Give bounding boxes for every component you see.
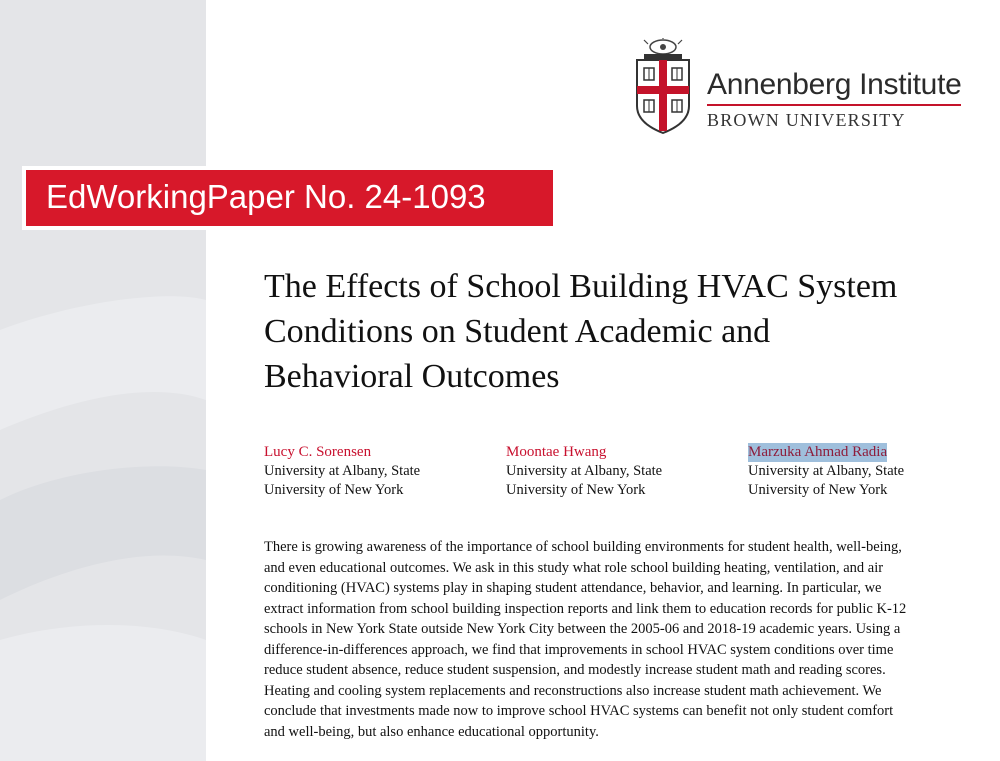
paper-title (264, 264, 964, 399)
title-line: Conditions on Student Academic and (264, 313, 771, 350)
working-paper-banner (26, 170, 553, 226)
abstract-line: Heating and cooling system replacements and reconstructions also increase student math achievement. We (264, 682, 882, 699)
abstract-line: conditioning (HVAC) systems play in shaping student attendance, behavior, and learning. In particular, we (264, 580, 882, 596)
left-decorative-band (0, 0, 206, 761)
logo-divider (707, 104, 961, 106)
author-affiliation: University of New York (506, 482, 646, 498)
abstract-line: and well-being, but also enhance educational opportunity. (264, 723, 599, 740)
brown-shield-icon (634, 38, 692, 134)
abstract-line: conclude that investments made now to improve school HVAC systems can benefit not only student comfort (264, 703, 894, 719)
abstract (264, 537, 964, 742)
author-block (506, 443, 736, 500)
author-name: Moontae Hwang (506, 444, 607, 460)
author-affiliation: University of New York (748, 482, 888, 498)
author-affiliation: University at Albany, State (506, 463, 663, 479)
author-name: Lucy C. Sorensen (264, 444, 372, 460)
author-name-selected[interactable]: Marzuka Ahmad Radia (748, 444, 888, 460)
title-line: Behavioral Outcomes (264, 358, 560, 395)
abstract-line: extract information from school building inspection reports and link them to education records for public K-12 (264, 600, 907, 617)
author-affiliation: University of New York (264, 482, 404, 498)
university-name: BROWN UNIVERSITY (707, 110, 906, 130)
institute-name: Annenberg Institute (707, 68, 962, 101)
abstract-line: reduce student absence, reduce student suspension, and modestly increase student math and reading scores. (264, 662, 886, 678)
author-affiliation: University at Albany, State (748, 463, 905, 479)
abstract-line: and even educational outcomes. We ask in this study what role school building heating, ventilation, and air (264, 559, 884, 576)
author-affiliation: University at Albany, State (264, 463, 421, 479)
abstract-line: There is growing awareness of the importance of school building environments for student health, well-being, (264, 539, 902, 555)
working-paper-number: EdWorkingPaper No. 24-1093 (46, 178, 486, 215)
abstract-line: difference-in-differences approach, we find that improvements in school HVAC system conditions over time (264, 641, 894, 658)
author-block (748, 443, 978, 500)
abstract-line: schools in New York State outside New York City between the 2005-06 and 2018-19 academic years. Using a (264, 621, 901, 637)
author-block (264, 443, 494, 500)
annenberg-logo (634, 38, 964, 138)
title-line: The Effects of School Building HVAC System (264, 268, 898, 305)
background-curves-graphic (0, 0, 206, 761)
